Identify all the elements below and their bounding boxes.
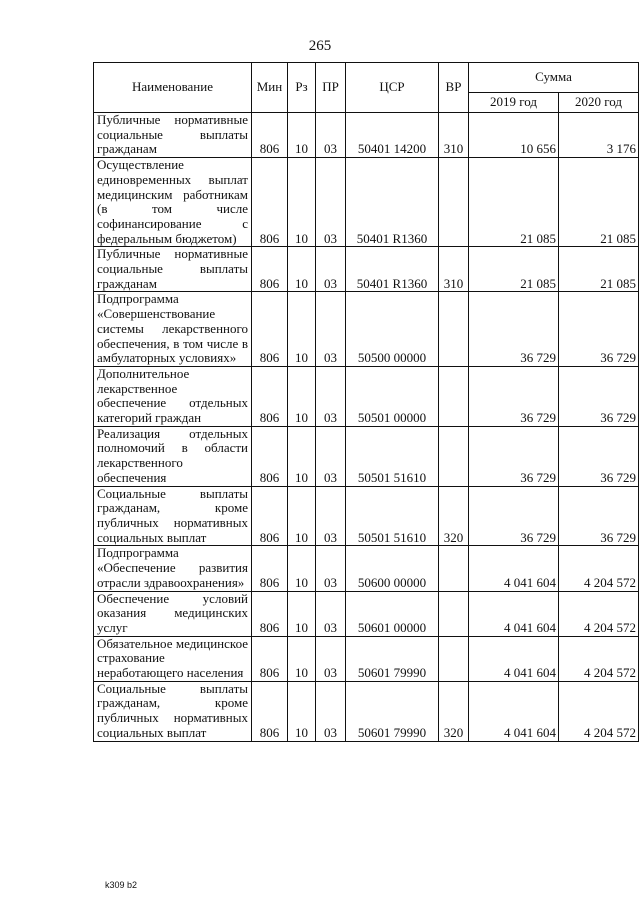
cell-s2020: 4 204 572: [559, 591, 639, 636]
cell-pr: 03: [316, 113, 346, 158]
budget-table: [93, 62, 639, 742]
cell-name: Осуществление единовременных выплат медицинским работникам (в том числе софинансирование с федеральным бюджетом): [94, 158, 252, 247]
cell-min: 806: [252, 113, 288, 158]
cell-s2020: 4 204 572: [559, 546, 639, 591]
table-row: [94, 292, 639, 367]
cell-s2019: 4 041 604: [469, 591, 559, 636]
cell-pr: 03: [316, 636, 346, 681]
cell-min: 806: [252, 636, 288, 681]
header-sum: Сумма: [469, 63, 639, 93]
cell-csr: 50401 R1360: [346, 158, 439, 247]
cell-rz: 10: [288, 636, 316, 681]
cell-pr: 03: [316, 426, 346, 486]
cell-s2019: 36 729: [469, 366, 559, 426]
table-row: [94, 158, 639, 247]
cell-s2019: 21 085: [469, 158, 559, 247]
cell-csr: 50401 14200: [346, 113, 439, 158]
cell-s2020: 21 085: [559, 247, 639, 292]
cell-vr: 320: [439, 486, 469, 546]
cell-rz: 10: [288, 426, 316, 486]
header-vr: ВР: [439, 63, 469, 113]
cell-name: Социальные выплаты гражданам, кроме публичных нормативных социальных выплат: [94, 486, 252, 546]
cell-vr: [439, 546, 469, 591]
table-row: [94, 681, 639, 741]
cell-rz: 10: [288, 681, 316, 741]
table-row: [94, 113, 639, 158]
cell-vr: [439, 636, 469, 681]
cell-min: 806: [252, 292, 288, 367]
cell-s2020: 4 204 572: [559, 681, 639, 741]
cell-s2019: 21 085: [469, 247, 559, 292]
cell-s2020: 4 204 572: [559, 636, 639, 681]
cell-csr: 50500 00000: [346, 292, 439, 367]
header-2019: 2019 год: [469, 93, 559, 113]
cell-s2019: 10 656: [469, 113, 559, 158]
table-row: [94, 591, 639, 636]
cell-s2020: 36 729: [559, 426, 639, 486]
cell-s2020: 3 176: [559, 113, 639, 158]
cell-s2019: 4 041 604: [469, 546, 559, 591]
table-row: [94, 426, 639, 486]
cell-name: Реализация отдельных полномочий в области лекарственного обеспечения: [94, 426, 252, 486]
cell-name: Публичные нормативные социальные выплаты гражданам: [94, 247, 252, 292]
cell-rz: 10: [288, 292, 316, 367]
header-pr: ПР: [316, 63, 346, 113]
cell-s2019: 4 041 604: [469, 681, 559, 741]
header-min: Мин: [252, 63, 288, 113]
footer-code: k309 b2: [105, 880, 138, 890]
table-row: [94, 636, 639, 681]
cell-s2019: 36 729: [469, 292, 559, 367]
cell-min: 806: [252, 366, 288, 426]
table-row: [94, 247, 639, 292]
cell-s2019: 36 729: [469, 486, 559, 546]
cell-csr: 50601 00000: [346, 591, 439, 636]
cell-s2020: 21 085: [559, 158, 639, 247]
cell-csr: 50601 79990: [346, 681, 439, 741]
cell-pr: 03: [316, 366, 346, 426]
cell-name: Публичные нормативные социальные выплаты гражданам: [94, 113, 252, 158]
cell-rz: 10: [288, 247, 316, 292]
cell-pr: 03: [316, 247, 346, 292]
cell-vr: [439, 366, 469, 426]
cell-vr: 320: [439, 681, 469, 741]
cell-rz: 10: [288, 113, 316, 158]
table-row: [94, 486, 639, 546]
cell-name: Подпрограмма «Совершенствование системы лекарственного обеспечения, в том числе в амбулаторных условиях»: [94, 292, 252, 367]
cell-name: Подпрограмма «Обеспечение развития отрасли здравоохранения»: [94, 546, 252, 591]
cell-s2019: 36 729: [469, 426, 559, 486]
cell-vr: [439, 591, 469, 636]
cell-rz: 10: [288, 591, 316, 636]
table-row: [94, 546, 639, 591]
cell-s2020: 36 729: [559, 486, 639, 546]
cell-vr: 310: [439, 113, 469, 158]
cell-vr: [439, 158, 469, 247]
page-number: 265: [308, 38, 332, 54]
header-csr: ЦСР: [346, 63, 439, 113]
cell-name: Обязательное медицинское страхование неработающего населения: [94, 636, 252, 681]
cell-min: 806: [252, 591, 288, 636]
cell-pr: 03: [316, 681, 346, 741]
cell-rz: 10: [288, 366, 316, 426]
cell-csr: 50401 R1360: [346, 247, 439, 292]
cell-csr: 50601 79990: [346, 636, 439, 681]
cell-csr: 50600 00000: [346, 546, 439, 591]
cell-pr: 03: [316, 591, 346, 636]
cell-name: Дополнительное лекарственное обеспечение отдельных категорий граждан: [94, 366, 252, 426]
cell-csr: 50501 51610: [346, 486, 439, 546]
cell-rz: 10: [288, 546, 316, 591]
cell-rz: 10: [288, 158, 316, 247]
cell-vr: [439, 292, 469, 367]
cell-s2020: 36 729: [559, 366, 639, 426]
cell-min: 806: [252, 158, 288, 247]
cell-pr: 03: [316, 158, 346, 247]
cell-name: Обеспечение условий оказания медицинских услуг: [94, 591, 252, 636]
cell-pr: 03: [316, 486, 346, 546]
cell-rz: 10: [288, 486, 316, 546]
cell-pr: 03: [316, 292, 346, 367]
cell-min: 806: [252, 486, 288, 546]
header-2020: 2020 год: [559, 93, 639, 113]
cell-csr: 50501 00000: [346, 366, 439, 426]
cell-s2020: 36 729: [559, 292, 639, 367]
cell-min: 806: [252, 247, 288, 292]
header-rz: Рз: [288, 63, 316, 113]
cell-s2019: 4 041 604: [469, 636, 559, 681]
cell-pr: 03: [316, 546, 346, 591]
cell-min: 806: [252, 546, 288, 591]
cell-vr: [439, 426, 469, 486]
cell-csr: 50501 51610: [346, 426, 439, 486]
cell-vr: 310: [439, 247, 469, 292]
table-row: [94, 366, 639, 426]
cell-name: Социальные выплаты гражданам, кроме публичных нормативных социальных выплат: [94, 681, 252, 741]
header-name: Наименование: [94, 63, 252, 113]
cell-min: 806: [252, 681, 288, 741]
cell-min: 806: [252, 426, 288, 486]
